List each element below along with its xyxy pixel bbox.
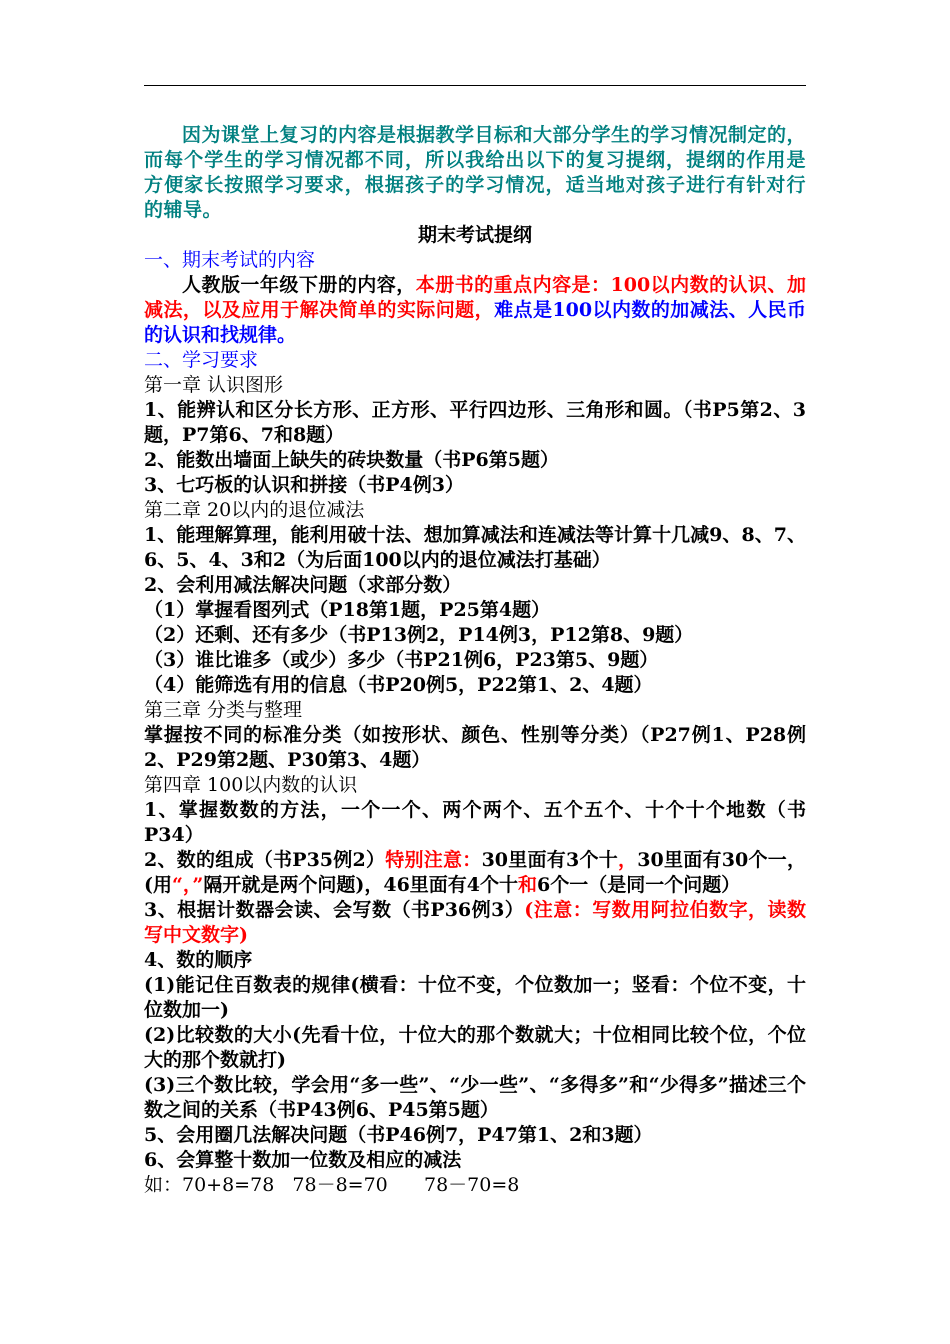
section-1-heading: 一、期末考试的内容 [144, 249, 316, 271]
section-1-paragraph [144, 273, 806, 348]
special-note-label: 特别注意： [385, 849, 482, 871]
item-3-text: 3、根据计数器会读、会写数（书P36例3） [144, 899, 525, 921]
chapter-4-item-5: 5、会用圈几法解决问题（书P46例7，P47第1、2和3题） [144, 1124, 653, 1146]
chapter-4-item-4-1: (1)能记住百数表的规律(横看：十位不变，个位数加一；竖看：个位不变，十位数加一) [144, 974, 806, 1021]
section-1-difficulty: 难点是100以内数的加减法、人民币的认识和找规律。 [144, 299, 806, 346]
section-1-text-a: 人教版一年级下册的内容， [182, 274, 416, 296]
chapter-2-item-2: 2、会利用减法解决问题（求部分数） [144, 574, 462, 596]
chapter-4-item-1: 1、掌握数数的方法，一个一个、两个两个、五个五个、十个十个地数（书P34） [144, 799, 806, 846]
section-1-keypoint: 本册书的重点内容是：100以内数的认识、加减法，以及应用于解决简单的实际问题， [144, 274, 806, 321]
chapter-2-item-2-4: （4）能筛选有用的信息（书P20例5，P22第1、2、4题） [144, 674, 653, 696]
document-title: 期末考试提纲 [417, 224, 532, 246]
document-body [144, 123, 806, 1198]
item-2-text-i: 6个一（是同一个问题） [537, 874, 741, 896]
chapter-4-item-4: 4、数的顺序 [144, 949, 253, 971]
section-2-heading: 二、学习要求 [144, 349, 259, 371]
red-and: 和 [518, 874, 538, 896]
chapter-4-example: 如：70+8=78 78－8=70 78－70=8 [144, 1174, 520, 1196]
quoted-comma: “，” [172, 874, 204, 896]
item-3-note: (注意：写数用阿拉伯数字，读数写中文数字) [144, 899, 807, 946]
chapter-3-title: 第三章 分类与整理 [144, 699, 303, 721]
chapter-1-item-3: 3、七巧板的认识和拼接（书P4例3） [144, 474, 464, 496]
item-2-text-e: 30里面有30个一，(用 [144, 849, 806, 896]
chapter-4-item-4-3: (3)三个数比较，学会用“多一些”、“少一些”、“多得多”和“少得多”描述三个数之间的关系（书P43例6、P45第5题） [144, 1074, 806, 1121]
chapter-2-item-2-3: （3）谁比谁多（或少）多少（书P21例6，P23第5、9题） [144, 649, 659, 671]
chapter-4-item-6: 6、会算整十数加一位数及相应的减法 [144, 1149, 462, 1171]
chapter-2-title: 第二章 20以内的退位减法 [144, 499, 365, 521]
chapter-3-item-1: 掌握按不同的标准分类（如按形状、颜色、性别等分类）（P27例1、P28例2、P29第2题、P30第3、4题） [144, 724, 806, 771]
chapter-4-item-3 [144, 898, 806, 948]
intro-paragraph: 因为课堂上复习的内容是根据教学目标和大部分学生的学习情况制定的，而每个学生的学习情况都不同，所以我给出以下的复习提纲，提纲的作用是方便家长按照学习要求，根据孩子的学习情况，适当地对孩子进行有针对行的辅导。 [144, 124, 807, 221]
chapter-2-item-2-1: （1）掌握看图列式（P18第1题，P25第4题） [144, 599, 551, 621]
item-2-text-g: 隔开就是两个问题)，46里面有4个十 [203, 874, 519, 896]
chapter-2-item-1: 1、能理解算理，能利用破十法、想加算减法和连减法等计算十几减9、8、7、6、5、4、3和2（为后面100以内的退位减法打基础） [144, 524, 806, 571]
header-rule [144, 85, 806, 86]
chapter-2-item-2-2: （2）还剩、还有多少（书P13例2，P14例3，P12第8、9题） [144, 624, 694, 646]
chapter-1-item-2: 2、能数出墙面上缺失的砖块数量（书P6第5题） [144, 449, 559, 471]
chapter-1-item-1: 1、能辨认和区分长方形、正方形、平行四边形、三角形和圆。（书P5第2、3题，P7第6、7和8题） [144, 399, 806, 446]
chapter-4-title: 第四章 100以内数的认识 [144, 774, 358, 796]
item-2-text-a: 2、数的组成（书P35例2） [144, 849, 386, 871]
item-2-text-c: 30里面有3个十 [481, 849, 619, 871]
chapter-1-title: 第一章 认识图形 [144, 374, 284, 396]
chapter-4-item-4-2: (2)比较数的大小(先看十位，十位大的那个数就大；十位相同比较个位，个位大的那个数就打) [144, 1024, 806, 1071]
red-comma: ， [618, 849, 638, 871]
chapter-4-item-2 [144, 848, 806, 898]
